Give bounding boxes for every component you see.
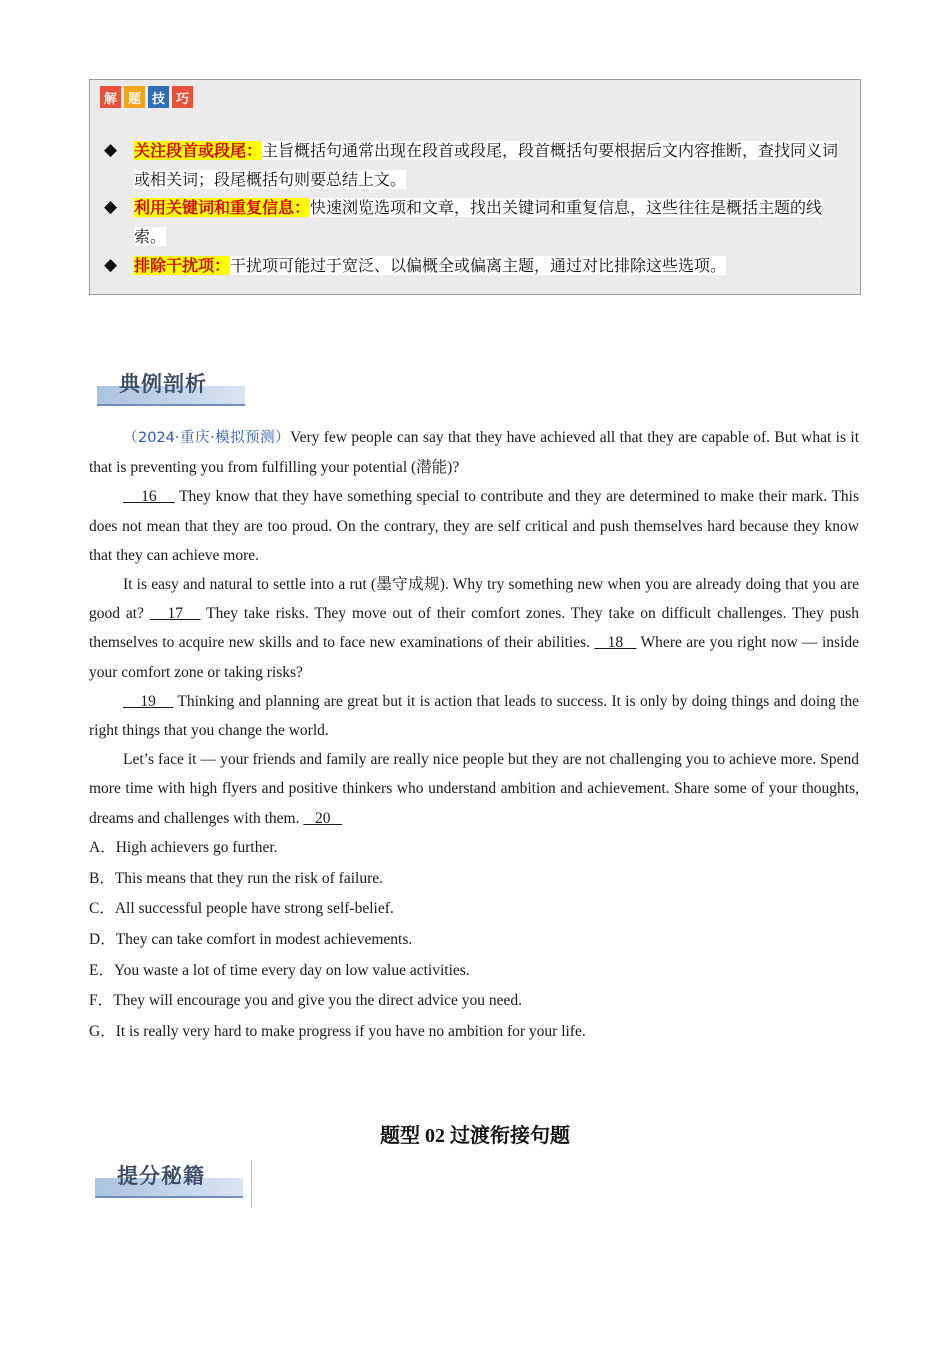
tip-item-1	[104, 136, 844, 194]
diamond-bullet-icon: ◆	[104, 255, 118, 275]
tips-box	[89, 79, 861, 295]
tip-item-3	[104, 251, 844, 280]
question-source: （2024·重庆·模拟预测）	[123, 430, 291, 446]
divider	[251, 1160, 252, 1208]
blank-17: 17	[149, 605, 201, 623]
question-type-title: 题型 02 过渡衔接句题	[380, 1125, 570, 1147]
option-c: C．All successful people have strong self-belief.	[89, 900, 394, 918]
tip-title: 关注段首或段尾：	[134, 141, 263, 160]
tip-body: 干扰项可能过于宽泛、以偏概全或偏离主题，通过对比排除这些选项。	[230, 256, 727, 275]
passage-paragraph-3: It is easy and natural to settle into a rut (墨守成规). Why try something new when you are already doing that you are good at? 17 They take risks. They move out of their comfort zones. They take on difficult challenges. They push themselves to acquire new skills and to face new examinations of their abilities. 18 Where are you right now — inside your comfort zone or taking risks?	[89, 576, 860, 681]
blank-19: 19	[123, 692, 174, 710]
section-header-label: 提分秘籍	[117, 1164, 205, 1188]
tips-section-header	[95, 1160, 245, 1200]
badge-2: 题	[124, 86, 145, 108]
tip-item-2	[104, 193, 844, 251]
blank-20: 20	[303, 809, 343, 827]
tip-body: 快速浏览选项和文章，找出关键词和重复信息，这些往往是概括主题的线索。	[134, 198, 823, 246]
answer-options	[89, 833, 859, 1048]
example-section-header	[97, 368, 247, 408]
diamond-bullet-icon: ◆	[104, 140, 118, 160]
blank-18: 18	[594, 634, 637, 652]
badge-4: 巧	[172, 86, 193, 108]
diamond-bullet-icon: ◆	[104, 197, 118, 217]
badge-1: 解	[100, 86, 121, 108]
tips-badges	[100, 86, 193, 108]
passage-paragraph-4: 19 Thinking and planning are great but it is action that leads to success. It is only by doing things and doing the right things that you change the world.	[89, 692, 859, 740]
passage-paragraph-1: （2024·重庆·模拟预测）Very few people can say that they have achieved all that they are capable of. But what is it that is preventing you from fulfilling your potential (潜能)?	[89, 429, 859, 477]
tip-title: 利用关键词和重复信息：	[134, 198, 311, 217]
reading-passage	[89, 423, 859, 833]
passage-paragraph-5: Let’s face it — your friends and family are really nice people but they are not challenging you to achieve more. Spend more time with high flyers and positive thinkers who understand ambition and achievement. Share some of your thoughts, dreams and challenges with them. 20	[89, 751, 859, 827]
blank-16: 16	[123, 488, 175, 506]
option-f: F．They will encourage you and give you the direct advice you need.	[89, 992, 523, 1010]
passage-paragraph-2: 16 They know that they have something special to contribute and they are determined to make their mark. This does not mean that they are too proud. On the contrary, they are self critical and push themselves hard because they know that they can achieve more.	[89, 488, 859, 564]
tip-body: 主旨概括句通常出现在段首或段尾，段首概括句要根据后文内容推断，查找同义词或相关词；段尾概括句则要总结上文。	[134, 141, 839, 189]
option-a: A．High achievers go further.	[89, 839, 278, 856]
option-d: D．They can take comfort in modest achievements.	[89, 931, 413, 949]
option-g: G．It is really very hard to make progress if you have no ambition for your life.	[89, 1023, 586, 1041]
option-e: E．You waste a lot of time every day on low value activities.	[89, 961, 470, 979]
tip-title: 排除干扰项：	[134, 256, 231, 275]
option-b: B．This means that they run the risk of failure.	[89, 869, 384, 887]
badge-3: 技	[148, 86, 169, 108]
section-header-label: 典例剖析	[119, 372, 207, 396]
